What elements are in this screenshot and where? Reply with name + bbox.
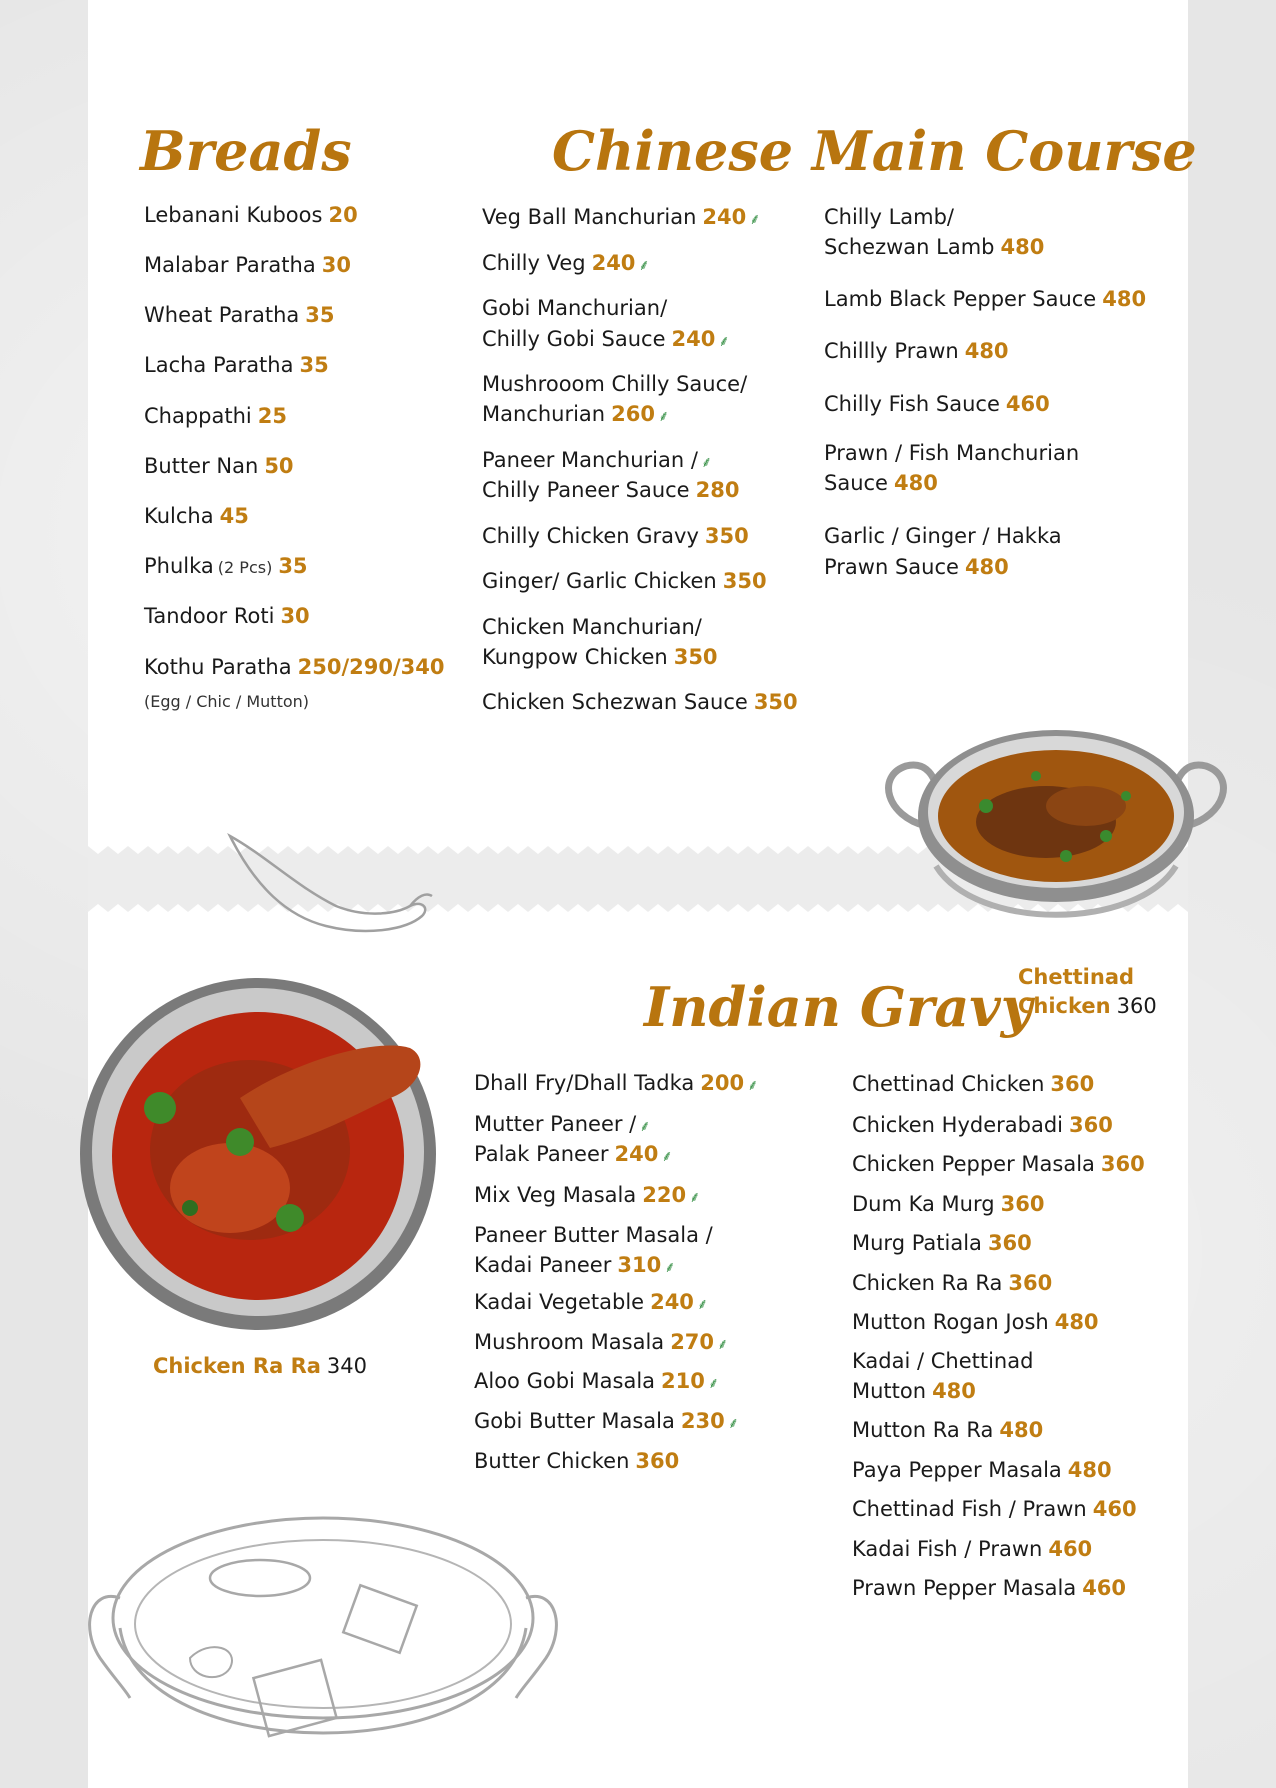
item-name: Kadai Paneer [474,1253,612,1277]
menu-item [482,399,669,431]
menu-item [852,1573,1126,1603]
item-price: 240 [671,327,716,351]
item-note: (Egg / Chic / Mutton) [144,692,310,711]
item-price: 280 [695,478,740,502]
menu-item [852,1189,1044,1219]
item-name: Kungpow Chicken [482,645,668,669]
caption-name: Chicken [1018,994,1111,1018]
item-name: Kulcha [144,504,214,528]
menu-item [474,1068,758,1100]
menu-item [144,350,329,380]
item-price: 360 [1008,1271,1053,1295]
menu-item [144,401,287,431]
veg-leaf-icon: ⸙ [639,1117,651,1135]
item-name: Mutter Paneer / [474,1112,637,1136]
menu-item [482,202,761,234]
item-price: 480 [964,339,1009,363]
item-price: 50 [264,454,294,478]
item-price: 360 [635,1449,680,1473]
item-name: Paneer Manchurian / [482,448,698,472]
item-name: Garlic / Ginger / Hakka [824,524,1062,548]
caption-name: Chicken Ra Ra [153,1354,321,1378]
menu-item [824,468,938,498]
item-name: Chilly Fish Sauce [824,392,1000,416]
menu-item [852,1307,1099,1337]
menu-item [824,202,954,232]
item-name: Malabar Paratha [144,253,316,277]
item-name: Palak Paneer [474,1142,609,1166]
menu-item [852,1268,1052,1298]
item-price: 360 [987,1231,1032,1255]
indian-gravy-heading: Indian Gravy [644,975,1033,1039]
menu-item [482,687,798,717]
menu-item [824,284,1146,314]
caption-price: 340 [326,1354,368,1378]
item-price: 360 [1100,1152,1145,1176]
menu-item [144,652,444,682]
item-name: Lebanani Kuboos [144,203,323,227]
menu-item [852,1494,1137,1524]
item-name: Chicken Hyderabadi [852,1113,1064,1137]
chettinad-caption [1018,963,1157,1021]
menu-item [474,1109,651,1141]
menu-item [474,1287,708,1319]
item-name: Chillly Prawn [824,339,959,363]
item-name: Chilly Veg [482,251,586,275]
veg-leaf-icon: ⸙ [747,1076,759,1094]
menu-item [852,1376,976,1406]
menu-item [482,521,749,551]
item-name: Aloo Gobi Masala [474,1369,656,1393]
item-name: Mutton [852,1379,927,1403]
menu-item [144,551,308,583]
veg-leaf-icon: ⸙ [717,1335,729,1353]
menu-item [474,1220,713,1250]
item-name: Mushroom Masala [474,1330,665,1354]
chicken-ra-ra-photo [80,978,452,1338]
menu-item [482,324,730,356]
item-name: Tandoor Roti [144,604,275,628]
item-price: 480 [893,471,938,495]
item-price: 360 [1000,1192,1045,1216]
menu-item [852,1149,1145,1179]
chicken-ra-ra-caption [153,1352,367,1381]
menu-item [824,232,1044,262]
item-name: Kadai Vegetable [474,1290,645,1314]
item-price: 350 [722,569,767,593]
menu-item [852,1415,1043,1445]
item-price: 460 [1092,1497,1137,1521]
item-price: 35 [305,303,335,327]
item-name: Dum Ka Murg [852,1192,995,1216]
item-price: 25 [257,404,287,428]
item-name: Lacha Paratha [144,353,294,377]
veg-leaf-icon: ⸙ [664,1258,676,1276]
item-name: Veg Ball Manchurian [482,205,697,229]
caption-price: 360 [1116,994,1157,1018]
veg-leaf-icon: ⸙ [700,453,713,471]
menu-item [482,612,702,642]
item-name: Phulka [144,554,214,578]
item-price: 240 [702,205,747,229]
veg-leaf-icon: ⸙ [749,210,761,228]
item-name: Schezwan Lamb [824,235,995,259]
item-name: Sauce [824,471,888,495]
item-price: 460 [1005,392,1050,416]
item-price: 35 [278,554,308,578]
item-name: Chicken Manchurian/ [482,615,702,639]
item-name: Butter Chicken [474,1449,630,1473]
item-price: 480 [964,555,1009,579]
menu-item [482,475,739,505]
item-name: Kadai / Chettinad [852,1349,1034,1373]
item-name: Lamb Black Pepper Sauce [824,287,1097,311]
item-name: Mushrooom Chilly Sauce/ [482,372,748,396]
item-quantity: (2 Pcs) [217,558,273,577]
menu-item [482,445,712,477]
item-price: 350 [753,690,798,714]
item-price: 230 [680,1409,725,1433]
menu-item [482,642,718,672]
item-price: 480 [999,1418,1044,1442]
item-price: 260 [611,402,655,426]
chinese-main-course-heading: Chinese Main Course [552,119,1197,183]
item-price: 250/290/340 [297,655,445,679]
item-name: Paneer Butter Masala / [474,1223,713,1247]
item-price: 240 [591,251,636,275]
item-price: 480 [932,1379,976,1403]
item-name: Chicken Ra Ra [852,1271,1003,1295]
item-name: Chettinad Chicken [852,1072,1045,1096]
item-name: Kothu Paratha [144,655,292,679]
menu-item [144,601,310,631]
kadai-sketch-illustration [80,1508,566,1788]
item-name: Chettinad Fish / Prawn [852,1497,1087,1521]
item-name: Wheat Paratha [144,303,300,327]
menu-item [144,501,249,531]
menu-item [144,451,294,481]
menu-item [824,438,1079,468]
item-price: 30 [321,253,351,277]
item-price: 480 [1000,235,1045,259]
menu-item [474,1366,719,1398]
item-price: 35 [299,353,329,377]
menu-item [824,552,1009,582]
item-name: Mix Veg Masala [474,1183,637,1207]
item-price: 460 [1048,1537,1093,1561]
menu-item [482,566,767,596]
item-price: 350 [673,645,718,669]
item-name: Prawn / Fish Manchurian [824,441,1080,465]
item-price: 200 [700,1071,745,1095]
item-price: 360 [1069,1113,1113,1137]
menu-item [144,300,335,330]
item-name: Gobi Butter Masala [474,1409,675,1433]
item-price: 220 [642,1183,687,1207]
veg-leaf-icon: ⸙ [661,1147,673,1165]
item-price: 350 [704,524,749,548]
menu-item [482,248,650,280]
menu-item [852,1110,1113,1140]
veg-leaf-icon: ⸙ [718,332,730,350]
item-name: Murg Patiala [852,1231,982,1255]
item-name: Prawn Pepper Masala [852,1576,1077,1600]
veg-leaf-icon: ⸙ [689,1188,701,1206]
item-name: Butter Nan [144,454,259,478]
item-name: Chilly Paneer Sauce [482,478,690,502]
item-price: 20 [328,203,358,227]
item-price: 480 [1102,287,1147,311]
item-price: 460 [1082,1576,1127,1600]
veg-leaf-icon: ⸙ [657,407,670,425]
item-name: Gobi Manchurian/ [482,296,668,320]
breads-heading: Breads [140,119,352,183]
item-name: Mutton Ra Ra [852,1418,994,1442]
menu-item [474,1139,673,1171]
veg-leaf-icon: ⸙ [696,1295,709,1313]
item-name: Ginger/ Garlic Chicken [482,569,717,593]
veg-leaf-icon: ⸙ [707,1374,720,1392]
veg-leaf-icon: ⸙ [638,256,650,274]
item-price: 240 [650,1290,694,1314]
item-name: Chilly Gobi Sauce [482,327,666,351]
item-price: 30 [280,604,310,628]
item-name: Prawn Sauce [824,555,959,579]
item-name: Chilly Chicken Gravy [482,524,699,548]
menu-item [852,1534,1092,1564]
menu-item [824,336,1009,366]
menu-item [474,1446,679,1476]
item-name: Chicken Schezwan Sauce [482,690,748,714]
menu-item [144,200,358,230]
menu-item [852,1069,1094,1099]
item-name: Manchurian [482,402,606,426]
item-price: 360 [1050,1072,1095,1096]
item-name: Chicken Pepper Masala [852,1152,1095,1176]
item-name: Dhall Fry/Dhall Tadka [474,1071,695,1095]
item-name: Chappathi [144,404,252,428]
menu-item [474,1327,728,1359]
item-price: 480 [1054,1310,1099,1334]
item-price: 240 [614,1142,659,1166]
menu-item [824,521,1062,551]
item-name: Mutton Rogan Josh [852,1310,1049,1334]
item-price: 480 [1067,1458,1112,1482]
veg-leaf-icon: ⸙ [727,1414,739,1432]
caption-name: Chettinad [1018,965,1135,989]
menu-item [474,1180,700,1212]
item-name: Paya Pepper Masala [852,1458,1062,1482]
menu-item [482,369,747,399]
item-name: Chilly Lamb/ [824,205,955,229]
menu-item [474,1406,739,1438]
item-name: Kadai Fish / Prawn [852,1537,1043,1561]
menu-item [852,1455,1112,1485]
menu-item [852,1228,1032,1258]
menu-item [474,1250,675,1282]
menu-item [852,1346,1033,1376]
chilli-sketch-illustration [226,826,436,940]
item-price: 210 [661,1369,705,1393]
item-price: 310 [617,1253,662,1277]
menu-item [824,389,1050,419]
chettinad-chicken-photo [866,716,1246,956]
menu-item [144,250,351,280]
item-price: 270 [670,1330,715,1354]
item-price: 45 [219,504,249,528]
menu-item [482,293,667,323]
